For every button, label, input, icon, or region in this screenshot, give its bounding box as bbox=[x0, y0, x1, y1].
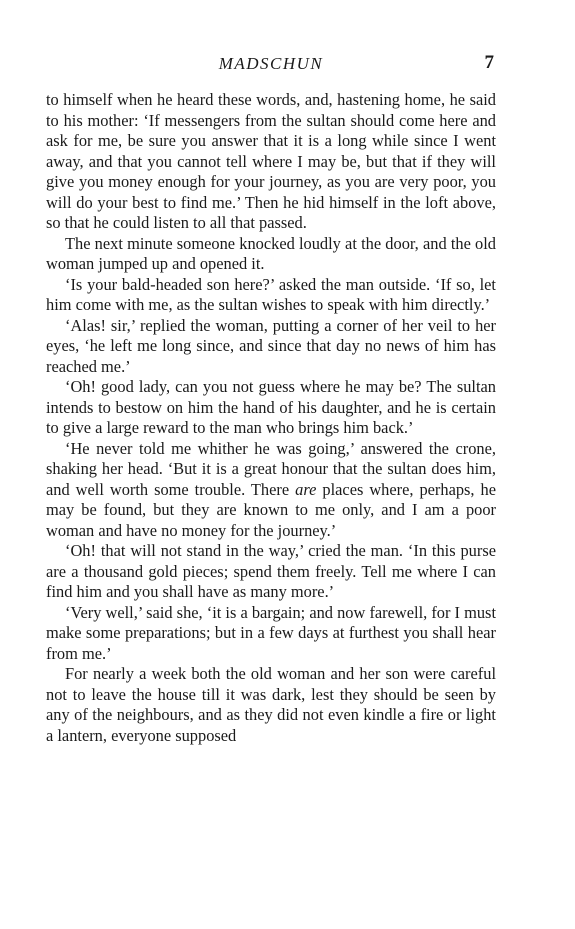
paragraph-text: ‘He never told me whither he was going,’ answered the crone, shaking her head. ‘But it is a great honour that the sultan does him, and well worth some trouble. bbox=[46, 438, 496, 499]
paragraph: For nearly a week both the old woman and her son were careful not to leave the house till it was dark, lest they should be seen by any of the neighbours, and as they did not even kindle a fire or light a lantern, everyone supposed bbox=[46, 664, 496, 745]
paragraph: ‘Very well,’ said she, ‘it is a bargain; and now farewell, for I must make some preparations; but in a few days at furthest you shall hear from me.’ bbox=[46, 602, 496, 663]
running-head bbox=[46, 52, 496, 76]
paragraph: ‘Oh! good lady, can you not guess where he may be? The sultan intends to bestow on him the hand of his daughter, and he is certain to give a large reward to the man who brings him back.’ bbox=[46, 377, 496, 437]
paragraph-text: places where, perhaps, he may be found, but they are known to me only, and I am a poor woman and have no money for the journey.’ bbox=[46, 479, 496, 540]
paragraph: ‘Is your bald-headed son here?’ asked the man outside. ‘If so, let him come with me, as the sultan wishes to speak with him directly.’ bbox=[46, 274, 496, 314]
emphasized-word: are bbox=[295, 479, 317, 499]
paragraph-text: There bbox=[250, 479, 290, 499]
paragraph: ‘Alas! sir,’ replied the woman, putting a corner of her veil to her eyes, ‘he left me long since, and since that day no news of him has reached me.’ bbox=[46, 315, 496, 376]
body-text bbox=[46, 90, 496, 746]
book-page bbox=[46, 52, 496, 746]
paragraph: to himself when he heard these words, and, hastening home, he said to his mother: ‘If messengers from the sultan should come here and ask for me, be sure you answer that it is a long while since I went away, and that you cannot tell where I may be, but that if they will give you money enough for your journey, as you are very poor, you will do your best to find me.’ Then he hid himself in the loft above, so that he could listen to all that passed. bbox=[46, 90, 496, 232]
paragraph: ‘Oh! that will not stand in the way,’ cried the man. ‘In this purse are a thousand gold pieces; spend them freely. Tell me where I can find him and you shall have as many more.’ bbox=[46, 541, 496, 601]
paragraph: The next minute someone knocked loudly at the door, and the old woman jumped up and opened it. bbox=[46, 233, 496, 273]
running-title: MADSCHUN bbox=[218, 54, 324, 73]
page-number: 7 bbox=[484, 52, 494, 73]
paragraph bbox=[46, 439, 496, 542]
